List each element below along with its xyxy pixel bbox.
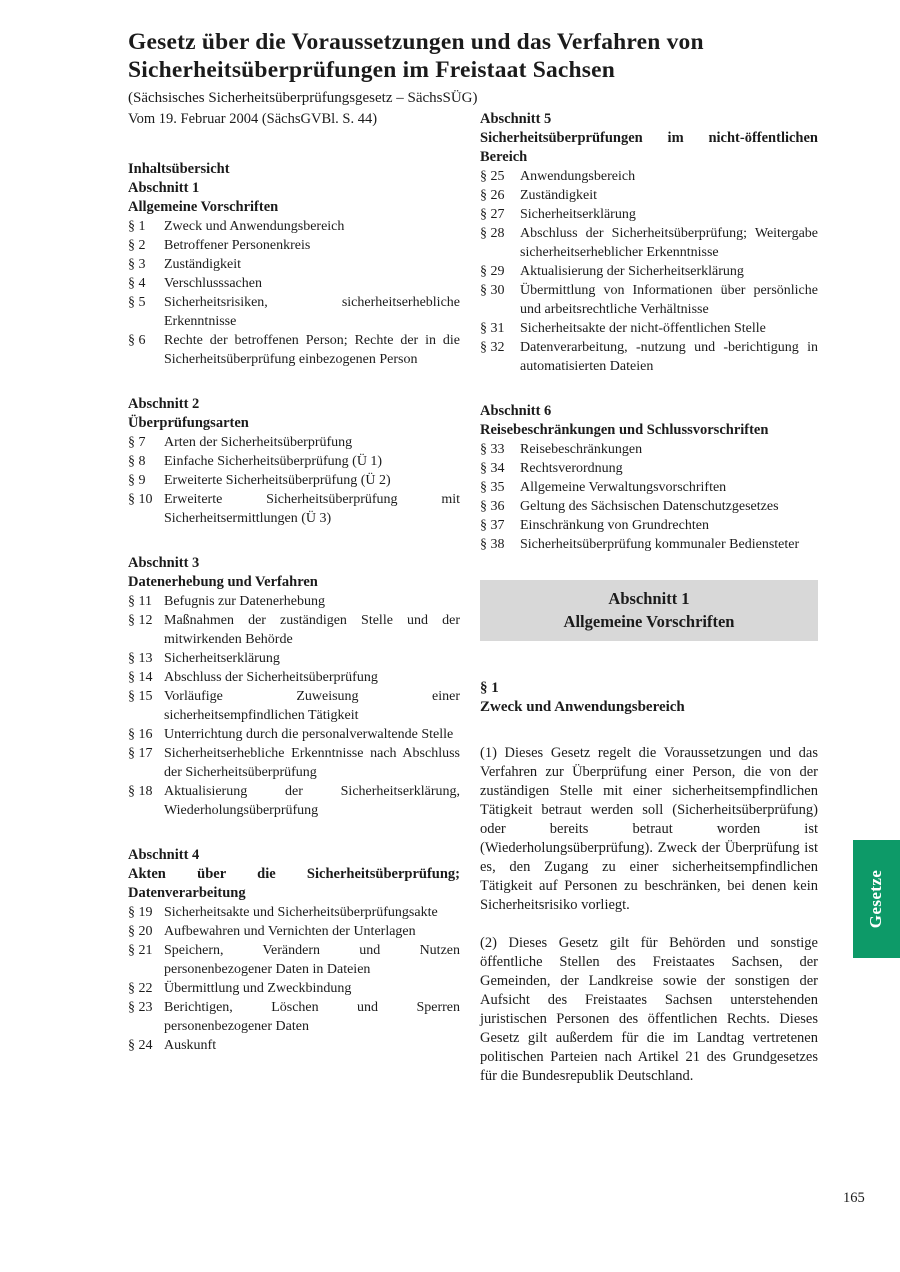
toc-entry-text: Abschluss der Sicherheitsüberprüfung; Weitergabe sicherheitserheblicher Erkenntnisse <box>520 226 818 260</box>
toc-entry <box>128 668 460 687</box>
section-banner <box>480 580 818 641</box>
toc-entry-number: § 2 <box>128 238 146 253</box>
toc-section-4 <box>128 846 460 1055</box>
toc-entry-text: Zuständigkeit <box>520 188 597 203</box>
toc-section-heading: Akten über die Sicherheitsüberprüfung; Datenverarbeitung <box>128 866 460 901</box>
gesetze-tab <box>853 840 900 958</box>
toc-entry <box>480 281 818 319</box>
toc-entry-text: Sicherheitserklärung <box>164 651 280 666</box>
article-paragraph: (2) Dieses Gesetz gilt für Behörden und sonstige öffentliche Stellen des Freistaates Sachsen, der Gemeinden, der Landkreise sowie der sonstigen der Aufsicht des Freistaates Sachsen unterstehenden juristischen Personen des öffentlichen Rechts. Dieses Gesetz gilt außerdem für die im Landtag vertretenen politischen Parteien nach Artikel 21 des Grundgesetzes für die Bundesrepublik Deutschland. <box>480 935 818 1084</box>
toc-entry-number: § 31 <box>480 321 505 336</box>
toc-entry-number: § 33 <box>480 442 505 457</box>
toc-entry-number: § 34 <box>480 461 505 476</box>
toc-entry-text: Anwendungsbereich <box>520 169 636 184</box>
toc-entry <box>128 998 460 1036</box>
toc-entry <box>480 478 818 497</box>
toc-section-6 <box>480 402 818 554</box>
toc-entry-number: § 15 <box>128 689 153 704</box>
toc-entry-text: Rechtsverordnung <box>520 461 623 476</box>
toc-entries <box>128 217 460 369</box>
toc-entry-text: Befugnis zur Datenerhebung <box>164 594 325 609</box>
toc-entry-number: § 28 <box>480 226 505 241</box>
toc-entry-number: § 37 <box>480 518 505 533</box>
toc-section-label: Abschnitt 5 <box>480 111 552 127</box>
page-number: 165 <box>843 1190 865 1206</box>
toc-title: Inhaltsübersicht <box>128 161 230 177</box>
toc-entry-number: § 18 <box>128 784 153 799</box>
toc-entry-text: Sicherheitserklärung <box>520 207 636 222</box>
toc-entry-number: § 27 <box>480 207 505 222</box>
toc-section-heading: Überprüfungsarten <box>128 415 249 431</box>
toc-entry-text: Arten der Sicherheitsüberprüfung <box>164 435 353 450</box>
toc-entry <box>128 922 460 941</box>
toc-entries <box>128 903 460 1055</box>
document-header <box>128 28 828 108</box>
toc-section-3 <box>128 554 460 820</box>
toc-section-label: Abschnitt 1 <box>128 180 200 196</box>
toc-entry <box>480 205 818 224</box>
toc-entry-text: Aktualisierung der Sicherheitserklärung <box>520 264 744 279</box>
toc-entry-number: § 32 <box>480 340 505 355</box>
toc-entry-text: Einschränkung von Grundrechten <box>520 518 709 533</box>
toc-entry <box>480 186 818 205</box>
section-banner-line1: Abschnitt 1 <box>608 589 690 608</box>
toc-entry-number: § 38 <box>480 537 505 552</box>
toc-entry <box>480 319 818 338</box>
toc-entry-number: § 12 <box>128 613 153 628</box>
toc-entry-number: § 4 <box>128 276 146 291</box>
toc-entry-number: § 24 <box>128 1038 153 1053</box>
toc-entry-number: § 3 <box>128 257 146 272</box>
toc-entry-text: Sicherheitsakte und Sicherheitsüberprüfungsakte <box>164 905 438 920</box>
toc-entry <box>128 687 460 725</box>
toc-entry-number: § 7 <box>128 435 146 450</box>
toc-entry <box>128 471 460 490</box>
toc-entry <box>128 255 460 274</box>
toc-entry-text: Unterrichtung durch die personalverwaltende Stelle <box>164 727 454 742</box>
toc-entry <box>128 782 460 820</box>
toc-entry <box>128 649 460 668</box>
article-number: § 1 <box>480 680 499 696</box>
toc-entry-text: Erweiterte Sicherheitsüberprüfung mit Sicherheitsermittlungen (Ü 3) <box>164 492 460 526</box>
toc-entry <box>128 490 460 528</box>
document-subtitle: (Sächsisches Sicherheitsüberprüfungsgesetz – SächsSÜG) <box>128 90 478 106</box>
toc-entry-text: Maßnahmen der zuständigen Stelle und der mitwirkenden Behörde <box>164 613 460 647</box>
toc-entry-number: § 23 <box>128 1000 153 1015</box>
toc-entry <box>128 452 460 471</box>
toc-entry-number: § 29 <box>480 264 505 279</box>
toc-entry <box>480 516 818 535</box>
toc-section-2 <box>128 395 460 528</box>
toc-entry <box>128 217 460 236</box>
toc-entry-text: Übermittlung von Informationen über persönliche und arbeitsrechtliche Verhältnisse <box>520 283 818 317</box>
toc-entry-number: § 20 <box>128 924 153 939</box>
toc-entry-number: § 25 <box>480 169 505 184</box>
toc-entry <box>480 224 818 262</box>
toc-entry-text: Geltung des Sächsischen Datenschutzgesetzes <box>520 499 779 514</box>
toc-section-label: Abschnitt 4 <box>128 847 200 863</box>
article-body <box>480 744 818 1086</box>
toc-entry <box>128 744 460 782</box>
toc-entry <box>128 433 460 452</box>
toc-section-1 <box>128 179 460 369</box>
toc-section-label: Abschnitt 6 <box>480 403 552 419</box>
toc-entry-number: § 9 <box>128 473 146 488</box>
toc-section-label: Abschnitt 2 <box>128 396 200 412</box>
toc-entry <box>128 236 460 255</box>
toc-entries <box>128 433 460 528</box>
toc-entry-number: § 21 <box>128 943 153 958</box>
toc-entry <box>128 979 460 998</box>
toc-entry-text: Betroffener Personenkreis <box>164 238 311 253</box>
toc-entry-number: § 8 <box>128 454 146 469</box>
toc-entry-text: Reisebeschränkungen <box>520 442 643 457</box>
toc-section-5 <box>480 110 818 376</box>
toc-entry <box>480 167 818 186</box>
toc-entry-number: § 10 <box>128 492 153 507</box>
toc-entry-text: Rechte der betroffenen Person; Rechte der in die Sicherheitsüberprüfung einbezogenen Person <box>164 333 460 367</box>
toc-section-heading: Sicherheitsüberprüfungen im nicht-öffentlichen Bereich <box>480 130 818 165</box>
toc-entry-number: § 16 <box>128 727 153 742</box>
toc-entry <box>128 1036 460 1055</box>
toc-entry-text: Vorläufige Zuweisung einer sicherheitsempfindlichen Tätigkeit <box>164 689 460 723</box>
toc-entry-number: § 14 <box>128 670 153 685</box>
toc-entry-text: Verschlusssachen <box>164 276 262 291</box>
article-paragraph: (1) Dieses Gesetz regelt die Voraussetzungen und das Verfahren zur Überprüfung einer Person, die von der zuständigen Stelle mit einer sicherheitsempfindlichen Tätigkeit betraut werden soll (Sicherheitsüberprüfung) oder bereits betraut worden ist (Wiederholungsüberprüfung). Zweck der Überprüfung ist es, den Zugang zu einer sicherheitsempfindlichen Tätigkeit auf Personen zu beschränken, bei denen kein Sicherheitsrisiko vorliegt. <box>480 745 818 913</box>
toc-entry-text: Berichtigen, Löschen und Sperren personenbezogener Daten <box>164 1000 460 1034</box>
toc-entry-number: § 35 <box>480 480 505 495</box>
toc-entry-text: Sicherheitsüberprüfung kommunaler Bediensteter <box>520 537 800 552</box>
toc-entry-number: § 17 <box>128 746 153 761</box>
toc-entry-text: Zweck und Anwendungsbereich <box>164 219 345 234</box>
section-banner-line2: Allgemeine Vorschriften <box>563 612 735 631</box>
toc-entry <box>128 274 460 293</box>
toc-entry-number: § 11 <box>128 594 152 609</box>
toc-entry-text: Übermittlung und Zweckbindung <box>164 981 352 996</box>
toc-entry <box>128 293 460 331</box>
article-heading: Zweck und Anwendungsbereich <box>480 699 685 715</box>
toc-entry <box>128 611 460 649</box>
toc-entry-number: § 19 <box>128 905 153 920</box>
toc-entry-text: Aufbewahren und Vernichten der Unterlagen <box>164 924 416 939</box>
toc-entry-text: Sicherheitserhebliche Erkenntnisse nach Abschluss der Sicherheitsüberprüfung <box>164 746 460 780</box>
toc-entry-number: § 5 <box>128 295 146 310</box>
toc-entry <box>480 535 818 554</box>
toc-entry-text: Auskunft <box>164 1038 217 1053</box>
toc-entry <box>128 903 460 922</box>
document-title-line1: Gesetz über die Voraussetzungen und das Verfahren von <box>128 29 704 55</box>
toc-entries <box>480 167 818 376</box>
toc-section-heading: Reisebeschränkungen und Schlussvorschriften <box>480 422 769 438</box>
toc-entry-number: § 26 <box>480 188 505 203</box>
toc-section-label: Abschnitt 3 <box>128 555 200 571</box>
toc-entries <box>480 440 818 554</box>
toc-section-heading: Allgemeine Vorschriften <box>128 199 279 215</box>
left-column <box>128 110 460 1055</box>
right-column <box>480 110 818 1105</box>
toc-entry-text: Sicherheitsakte der nicht-öffentlichen Stelle <box>520 321 766 336</box>
toc-entry-number: § 36 <box>480 499 505 514</box>
toc-entry-text: Datenverarbeitung, -nutzung und -berichtigung in automatisierten Dateien <box>520 340 818 374</box>
toc-entry-text: Einfache Sicherheitsüberprüfung (Ü 1) <box>164 454 383 469</box>
toc-entry <box>128 941 460 979</box>
toc-entry-text: Aktualisierung der Sicherheitserklärung, Wiederholungsüberprüfung <box>164 784 460 818</box>
toc-entry <box>128 592 460 611</box>
gesetze-tab-label: Gesetze <box>866 869 886 929</box>
document-title <box>128 28 828 84</box>
toc-entry <box>480 262 818 281</box>
toc-entry <box>128 725 460 744</box>
toc-entry-number: § 1 <box>128 219 146 234</box>
toc-section-heading: Datenerhebung und Verfahren <box>128 574 318 590</box>
toc-entry-number: § 22 <box>128 981 153 996</box>
toc-entry-text: Speichern, Verändern und Nutzen personenbezogener Daten in Dateien <box>164 943 460 977</box>
toc-entry <box>480 459 818 478</box>
document-title-line2: Sicherheitsüberprüfungen im Freistaat Sachsen <box>128 57 616 83</box>
toc-entry-text: Abschluss der Sicherheitsüberprüfung <box>164 670 378 685</box>
toc-entry-number: § 30 <box>480 283 505 298</box>
article-section-1 <box>480 679 818 1086</box>
toc-entry <box>480 440 818 459</box>
toc-entry-text: Sicherheitsrisiken, sicherheitserhebliche Erkenntnisse <box>164 295 460 329</box>
date-line: Vom 19. Februar 2004 (SächsGVBl. S. 44) <box>128 111 378 127</box>
toc-entry <box>480 338 818 376</box>
toc-entry <box>128 331 460 369</box>
toc-entry <box>480 497 818 516</box>
toc-entry-text: Allgemeine Verwaltungsvorschriften <box>520 480 727 495</box>
toc-entry-number: § 6 <box>128 333 146 348</box>
toc-entries <box>128 592 460 820</box>
toc-entry-text: Zuständigkeit <box>164 257 241 272</box>
toc-entry-number: § 13 <box>128 651 153 666</box>
toc-entry-text: Erweiterte Sicherheitsüberprüfung (Ü 2) <box>164 473 391 488</box>
